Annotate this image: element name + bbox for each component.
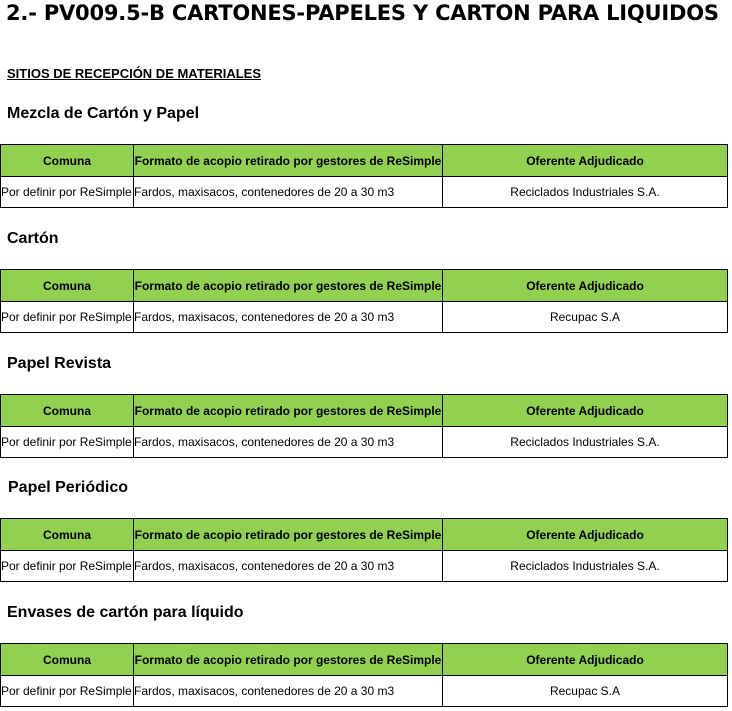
cell-oferente: Reciclados Industriales S.A. bbox=[443, 551, 728, 582]
table-row bbox=[1, 427, 728, 458]
cell-comuna: Por definir por ReSimple bbox=[1, 177, 134, 208]
materials-table-envases bbox=[0, 643, 728, 707]
cell-oferente: Recupac S.A bbox=[443, 302, 728, 333]
table-header-row bbox=[1, 644, 728, 676]
section-heading-papel-periodico: Papel Periódico bbox=[8, 479, 129, 496]
table-header-row bbox=[1, 145, 728, 177]
section-heading-mezcla: Mezcla de Cartón y Papel bbox=[7, 105, 200, 122]
cell-formato: Fardos, maxisacos, contenedores de 20 a 30 m3 bbox=[134, 177, 443, 208]
column-header-formato: Formato de acopio retirado por gestores de ReSimple bbox=[134, 644, 443, 676]
cell-formato: Fardos, maxisacos, contenedores de 20 a 30 m3 bbox=[134, 551, 443, 582]
cell-oferente: Reciclados Industriales S.A. bbox=[443, 177, 728, 208]
page-subtitle: SITIOS DE RECEPCIÓN DE MATERIALES bbox=[7, 66, 262, 81]
cell-formato: Fardos, maxisacos, contenedores de 20 a 30 m3 bbox=[134, 302, 443, 333]
column-header-formato: Formato de acopio retirado por gestores de ReSimple bbox=[134, 145, 443, 177]
column-header-oferente: Oferente Adjudicado bbox=[443, 395, 728, 427]
column-header-formato: Formato de acopio retirado por gestores de ReSimple bbox=[134, 519, 443, 551]
page-title: 2.- PV009.5-B CARTONES-PAPELES Y CARTON PARA LIQUIDOS bbox=[6, 1, 719, 25]
column-header-formato: Formato de acopio retirado por gestores de ReSimple bbox=[134, 270, 443, 302]
materials-table-carton bbox=[0, 269, 728, 333]
column-header-oferente: Oferente Adjudicado bbox=[443, 270, 728, 302]
column-header-comuna: Comuna bbox=[1, 519, 134, 551]
table-row bbox=[1, 177, 728, 208]
column-header-oferente: Oferente Adjudicado bbox=[443, 644, 728, 676]
section-heading-carton: Cartón bbox=[7, 230, 59, 247]
column-header-comuna: Comuna bbox=[1, 644, 134, 676]
column-header-oferente: Oferente Adjudicado bbox=[443, 519, 728, 551]
table-row bbox=[1, 302, 728, 333]
column-header-oferente: Oferente Adjudicado bbox=[443, 145, 728, 177]
cell-formato: Fardos, maxisacos, contenedores de 20 a 30 m3 bbox=[134, 676, 443, 707]
materials-table-papel-periodico bbox=[0, 518, 728, 582]
column-header-comuna: Comuna bbox=[1, 395, 134, 427]
section-heading-envases: Envases de cartón para líquido bbox=[7, 604, 244, 621]
table-header-row bbox=[1, 270, 728, 302]
cell-formato: Fardos, maxisacos, contenedores de 20 a 30 m3 bbox=[134, 427, 443, 458]
cell-comuna: Por definir por ReSimple bbox=[1, 676, 134, 707]
cell-oferente: Reciclados Industriales S.A. bbox=[443, 427, 728, 458]
cell-comuna: Por definir por ReSimple bbox=[1, 302, 134, 333]
materials-table-papel-revista bbox=[0, 394, 728, 458]
column-header-comuna: Comuna bbox=[1, 145, 134, 177]
cell-comuna: Por definir por ReSimple bbox=[1, 551, 134, 582]
column-header-formato: Formato de acopio retirado por gestores de ReSimple bbox=[134, 395, 443, 427]
table-row bbox=[1, 551, 728, 582]
cell-comuna: Por definir por ReSimple bbox=[1, 427, 134, 458]
table-header-row bbox=[1, 519, 728, 551]
materials-table-mezcla bbox=[0, 144, 728, 208]
cell-oferente: Recupac S.A bbox=[443, 676, 728, 707]
table-row bbox=[1, 676, 728, 707]
table-header-row bbox=[1, 395, 728, 427]
column-header-comuna: Comuna bbox=[1, 270, 134, 302]
section-heading-papel-revista: Papel Revista bbox=[7, 355, 112, 372]
